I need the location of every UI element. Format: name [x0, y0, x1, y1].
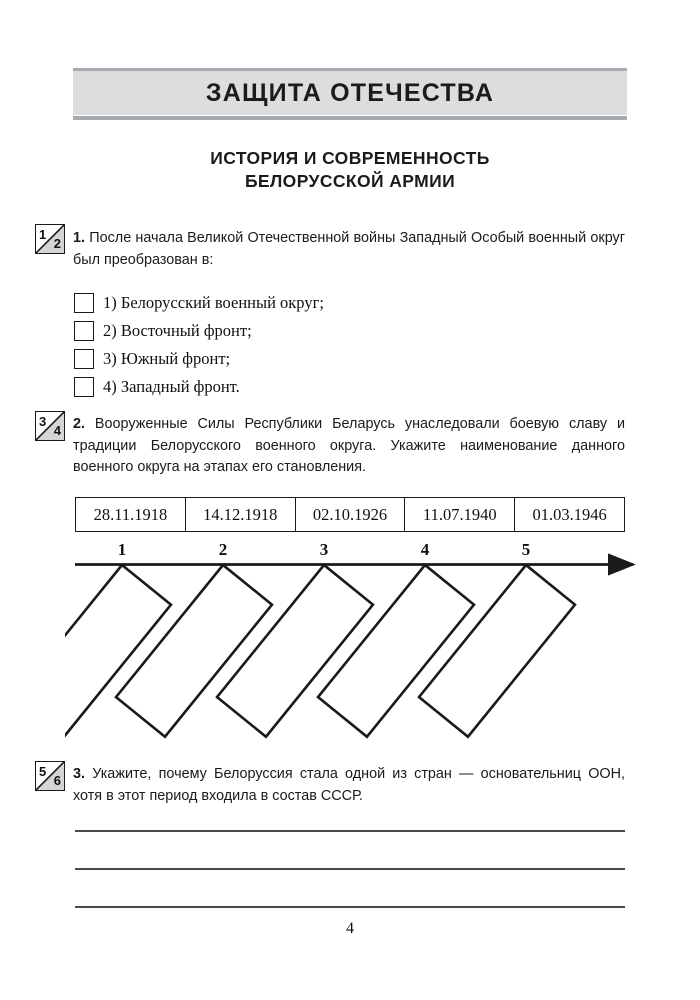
- question-2-body: Вооруженные Силы Республики Беларусь унаследовали боевую славу и традиции Белорусского военного округа. Укажите наименование данного военного округа на этапах его становления.: [73, 416, 626, 475]
- question-1-text: [73, 228, 625, 271]
- table-row: [76, 498, 625, 532]
- score-box-q3: [35, 761, 65, 791]
- question-1-number: 1.: [73, 230, 86, 246]
- score-box-q3-bottom-value: 6: [53, 773, 61, 788]
- option-label-q1-4: 4) Западный фронт.: [103, 377, 240, 396]
- date-cell-5: 01.03.1946: [515, 498, 625, 532]
- question-1-option-3[interactable]: [74, 349, 230, 369]
- date-cell-2: 14.12.1918: [185, 498, 295, 532]
- question-1-option-4[interactable]: [74, 377, 240, 397]
- subtitle-line-2: БЕЛОРУССКОЙ АРМИИ: [244, 171, 456, 191]
- question-3-number: 3.: [73, 766, 86, 782]
- answer-line-2[interactable]: [75, 868, 625, 870]
- score-box-q3-top-value: 5: [39, 764, 47, 779]
- score-box-q2: [35, 411, 65, 441]
- score-box-q1-bottom-value: 2: [53, 236, 61, 251]
- date-cell-4: 11.07.1940: [405, 498, 515, 532]
- date-cell-1: 28.11.1918: [76, 498, 186, 532]
- section-subtitle: [73, 147, 627, 193]
- question-1-option-1[interactable]: [74, 293, 324, 313]
- score-box-q1: [35, 224, 65, 254]
- timeline-date-table: [75, 497, 625, 532]
- checkbox-q1-option-1[interactable]: [74, 293, 94, 313]
- score-box-q2-top-value: 3: [39, 414, 47, 429]
- score-box-q1-top-value: 1: [39, 227, 47, 242]
- subtitle-line-1: ИСТОРИЯ И СОВРЕМЕННОСТЬ: [210, 148, 490, 168]
- question-2-text: [73, 414, 625, 479]
- answer-line-1[interactable]: [75, 830, 625, 832]
- answer-line-3[interactable]: [75, 906, 625, 908]
- question-3-body: Укажите, почему Белоруссия стала одной из стран — основательниц ООН, хотя в этот период входила в состав СССР.: [73, 766, 625, 804]
- checkbox-q1-option-3[interactable]: [74, 349, 94, 369]
- timeline-marker-3: 3: [319, 540, 329, 559]
- question-1-option-2[interactable]: [74, 321, 252, 341]
- banner-box: [73, 71, 627, 115]
- score-box-q2-bottom-value: 4: [53, 423, 61, 438]
- timeline-arrow-and-boxes: [65, 535, 655, 750]
- page-header-banner: [73, 68, 627, 120]
- checkbox-q1-option-4[interactable]: [74, 377, 94, 397]
- option-label-q1-1: 1) Белорусский военный округ;: [103, 293, 324, 312]
- timeline-diagram: [65, 535, 655, 750]
- page-title: ЗАЩИТА ОТЕЧЕСТВА: [205, 78, 495, 107]
- timeline-marker-1: 1: [117, 540, 127, 559]
- question-2-number: 2.: [73, 416, 86, 432]
- option-label-q1-2: 2) Восточный фронт;: [103, 321, 252, 340]
- option-label-q1-3: 3) Южный фронт;: [103, 349, 231, 368]
- timeline-marker-5: 5: [521, 540, 531, 559]
- banner-bottom-rule: [73, 116, 627, 120]
- checkbox-q1-option-2[interactable]: [74, 321, 94, 341]
- date-cell-3: 02.10.1926: [295, 498, 405, 532]
- timeline-marker-4: 4: [420, 540, 430, 559]
- page-number: 4: [346, 920, 354, 937]
- timeline-marker-2: 2: [218, 540, 228, 559]
- question-1-body: После начала Великой Отечественной войны Западный Особый военный округ был преобразован в:: [73, 230, 625, 268]
- question-3-text: [73, 764, 625, 807]
